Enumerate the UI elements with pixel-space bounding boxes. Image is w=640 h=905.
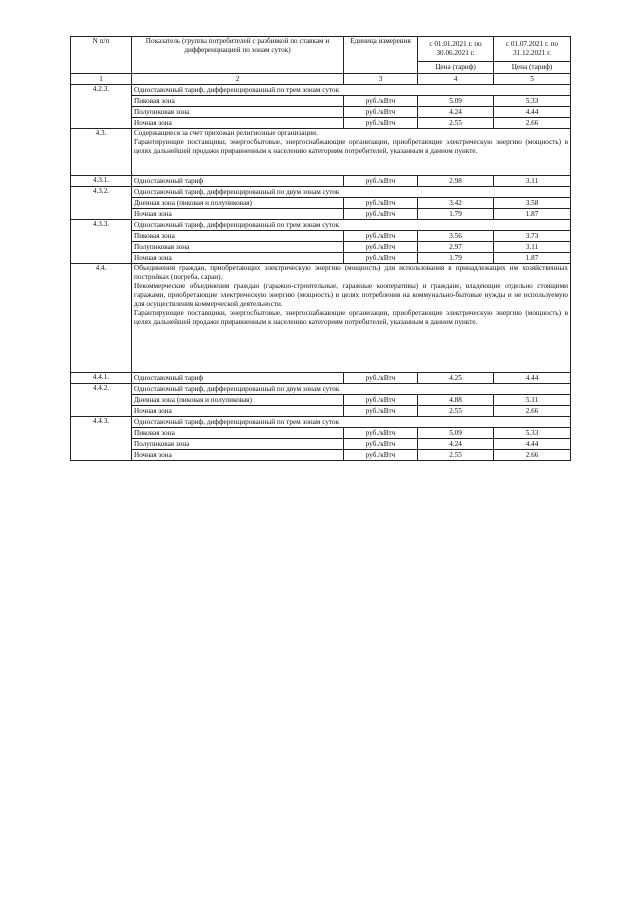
section-title: Одноставочный тариф, дифференцированный по трем зонам суток	[132, 220, 571, 231]
row-number: 4.4.3.	[71, 417, 132, 461]
row-value-h2: 5.33	[494, 96, 571, 107]
row-value-h2: 3.11	[494, 176, 571, 187]
row-unit: руб./кВтч	[344, 209, 418, 220]
row-label: Одноставочный тариф	[132, 176, 344, 187]
row-value-h2: 3.73	[494, 231, 571, 242]
row-label: Пиковая зона	[132, 428, 344, 439]
table-row	[71, 96, 571, 107]
section-description	[132, 264, 571, 373]
row-value-h1: 5.09	[418, 428, 494, 439]
row-label: Ночная зона	[132, 406, 344, 417]
column-index-5: 5	[494, 74, 571, 85]
row-number: 4.2.3.	[71, 85, 132, 129]
table-row	[71, 253, 571, 264]
row-label: Ночная зона	[132, 253, 344, 264]
row-number: 4.3.	[71, 129, 132, 176]
row-label: Ночная зона	[132, 118, 344, 129]
row-number: 4.4.	[71, 264, 132, 373]
section-title: Одноставочный тариф, дифференцированный по трем зонам суток	[132, 417, 571, 428]
row-label: Пиковая зона	[132, 231, 344, 242]
header-price-1: Цена (тариф)	[418, 62, 494, 74]
table-row	[71, 373, 571, 384]
table-row	[71, 428, 571, 439]
row-unit: руб./кВтч	[344, 373, 418, 384]
row-unit: руб./кВтч	[344, 253, 418, 264]
row-value-h1: 2.97	[418, 242, 494, 253]
row-value-h1: 1.79	[418, 209, 494, 220]
header-period-1: с 01.01.2021 г. по 30.06.2021 г.	[418, 37, 494, 62]
row-value-h2: 4.44	[494, 373, 571, 384]
row-unit: руб./кВтч	[344, 450, 418, 461]
row-label: Одноставочный тариф	[132, 373, 344, 384]
header-period-2: с 01.07.2021 г. по 31.12.2021 г.	[494, 37, 571, 62]
table-row	[71, 395, 571, 406]
row-label: Дневная зона (пиковая и полупиковая)	[132, 198, 344, 209]
description-paragraph: Гарантирующие поставщики, энергосбытовые, энергоснабжающие организации, приобретающие электрическую энергию (мощность) в целях дальнейшей продажи приравненным к населению категориям потребителей, указанным в данном пункте.	[134, 309, 568, 326]
row-unit: руб./кВтч	[344, 118, 418, 129]
description-paragraph: Объединения граждан, приобретающих электрическую энергию (мощность) для использования в принадлежащих им хозяйственных постройках (погреба, сараи).	[134, 264, 568, 281]
row-value-h1: 2.55	[418, 118, 494, 129]
table-row	[71, 209, 571, 220]
row-value-h2: 1.87	[494, 209, 571, 220]
row-value-h2: 4.44	[494, 439, 571, 450]
row-unit: руб./кВтч	[344, 242, 418, 253]
row-value-h2: 5.11	[494, 395, 571, 406]
table-row	[71, 118, 571, 129]
row-value-h2: 2.66	[494, 450, 571, 461]
row-unit: руб./кВтч	[344, 176, 418, 187]
section-title: Одноставочный тариф, дифференцированный по трем зонам суток	[132, 85, 571, 96]
column-index-4: 4	[418, 74, 494, 85]
section-title: Одноставочный тариф, дифференцированный по двум зонам суток	[132, 187, 571, 198]
row-value-h2: 2.66	[494, 118, 571, 129]
row-value-h1: 3.56	[418, 231, 494, 242]
row-unit: руб./кВтч	[344, 406, 418, 417]
row-value-h2: 3.11	[494, 242, 571, 253]
section-title: Одноставочный тариф, дифференцированный по двум зонам суток	[132, 384, 571, 395]
table-row	[71, 176, 571, 187]
table-row	[71, 406, 571, 417]
row-value-h2: 3.58	[494, 198, 571, 209]
row-label: Полупиковая зона	[132, 242, 344, 253]
row-label: Полупиковая зона	[132, 439, 344, 450]
row-unit: руб./кВтч	[344, 439, 418, 450]
header-number: N п/п	[71, 37, 132, 74]
row-number: 4.3.2.	[71, 187, 132, 220]
row-value-h2: 2.66	[494, 406, 571, 417]
column-index-2: 2	[132, 74, 344, 85]
header-price-2: Цена (тариф)	[494, 62, 571, 74]
row-value-h1: 4.24	[418, 107, 494, 118]
row-value-h1: 1.79	[418, 253, 494, 264]
row-value-h1: 2.98	[418, 176, 494, 187]
table-row	[71, 439, 571, 450]
row-unit: руб./кВтч	[344, 395, 418, 406]
description-paragraph: Некоммерческие объединения граждан (гаражно-строительные, гаражные кооперативы) и граждане, владеющие отдельно стоящими гаражами, приобретающие электрическую энергию (мощность) в целях потребления на коммунально-бытовые нужды и не используемую для осуществления коммерческой деятельности.	[134, 282, 568, 308]
row-value-h2: 4.44	[494, 107, 571, 118]
table-row	[71, 198, 571, 209]
table-row	[71, 231, 571, 242]
row-number: 4.3.1.	[71, 176, 132, 187]
row-value-h1: 3.42	[418, 198, 494, 209]
row-label: Ночная зона	[132, 209, 344, 220]
header-indicator: Показатель (группы потребителей с разбивкой по ставкам и дифференциацией по зонам суток)	[132, 37, 344, 74]
row-number: 4.4.1.	[71, 373, 132, 384]
row-value-h2: 1.87	[494, 253, 571, 264]
tariff-table	[70, 36, 571, 461]
row-number: 4.3.3.	[71, 220, 132, 264]
header-unit: Единица измерения	[344, 37, 418, 74]
row-value-h1: 4.25	[418, 373, 494, 384]
row-unit: руб./кВтч	[344, 198, 418, 209]
row-value-h1: 4.24	[418, 439, 494, 450]
row-label: Пиковая зона	[132, 96, 344, 107]
table-row	[71, 107, 571, 118]
row-value-h1: 2.55	[418, 406, 494, 417]
tariff-document	[70, 36, 570, 461]
table-row	[71, 242, 571, 253]
description-paragraph: Гарантирующие поставщики, энергосбытовые, энергоснабжающие организации, приобретающие электрическую энергию (мощность) в целях дальнейшей продажи приравненным к населению категориям потребителей, указанным в данном пункте.	[134, 138, 568, 155]
row-unit: руб./кВтч	[344, 107, 418, 118]
table-row	[71, 450, 571, 461]
section-description	[132, 129, 571, 176]
row-value-h1: 2.55	[418, 450, 494, 461]
row-label: Дневная зона (пиковая и полупиковая)	[132, 395, 344, 406]
column-index-1: 1	[71, 74, 132, 85]
column-index-3: 3	[344, 74, 418, 85]
row-value-h1: 5.09	[418, 96, 494, 107]
row-label: Полупиковая зона	[132, 107, 344, 118]
row-value-h1: 4.88	[418, 395, 494, 406]
description-paragraph: Содержащиеся за счет прихожан религиозные организации.	[134, 129, 318, 137]
row-unit: руб./кВтч	[344, 231, 418, 242]
row-unit: руб./кВтч	[344, 428, 418, 439]
row-value-h2: 5.33	[494, 428, 571, 439]
row-unit: руб./кВтч	[344, 96, 418, 107]
row-label: Ночная зона	[132, 450, 344, 461]
row-number: 4.4.2.	[71, 384, 132, 417]
